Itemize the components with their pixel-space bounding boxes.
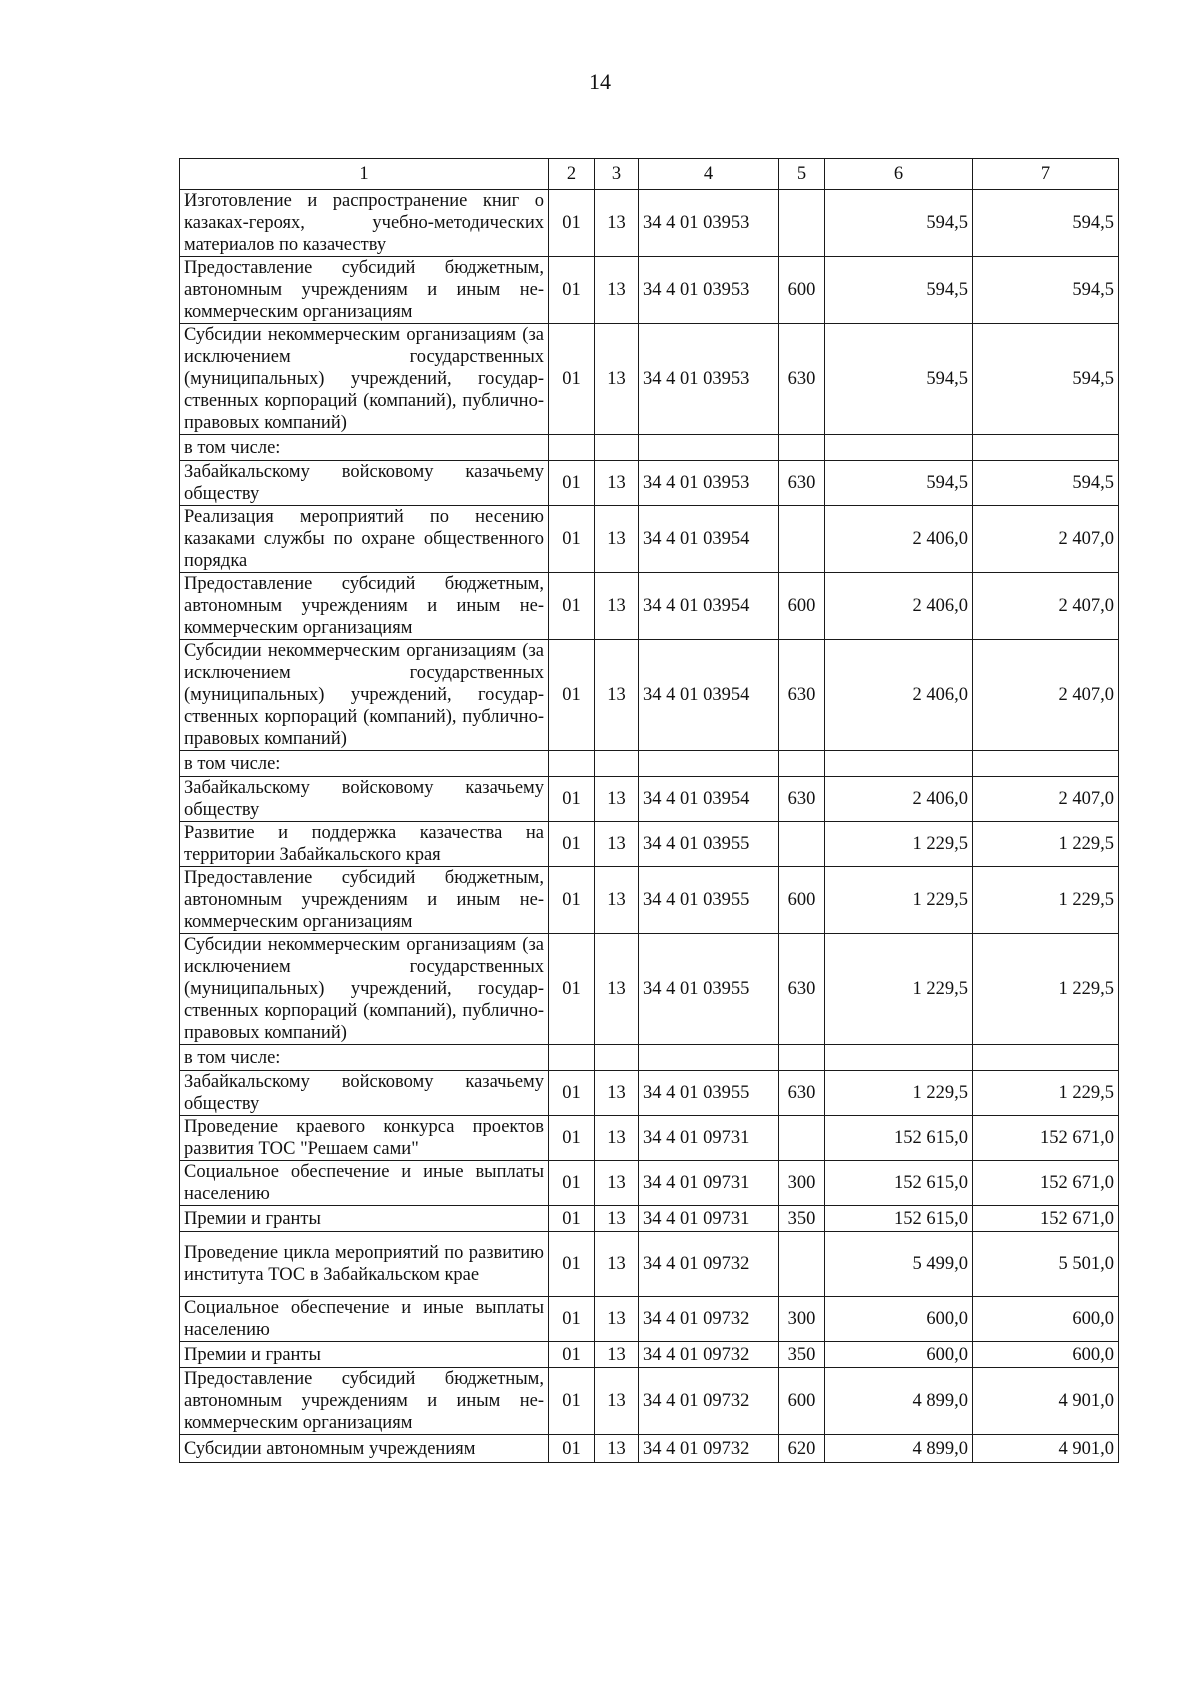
row-expense-type-cell bbox=[779, 822, 825, 867]
row-subsection-cell: 13 bbox=[595, 822, 639, 867]
row-target-article-cell: 34 4 01 03955 bbox=[639, 1071, 779, 1116]
row-amount-col7-cell: 2 407,0 bbox=[973, 777, 1119, 822]
row-target-article-cell: 34 4 01 09731 bbox=[639, 1161, 779, 1206]
row-section-cell: 01 bbox=[549, 573, 595, 640]
row-subsection-cell bbox=[595, 435, 639, 461]
row-target-article-cell: 34 4 01 03953 bbox=[639, 190, 779, 257]
table-row bbox=[180, 190, 1119, 257]
row-expense-type-cell bbox=[779, 751, 825, 777]
table-row bbox=[180, 640, 1119, 751]
row-amount-col7-cell: 600,0 bbox=[973, 1297, 1119, 1342]
row-amount-col7-cell: 600,0 bbox=[973, 1342, 1119, 1368]
row-target-article-cell: 34 4 01 03954 bbox=[639, 640, 779, 751]
row-amount-col7-cell bbox=[973, 751, 1119, 777]
row-target-article-cell: 34 4 01 03953 bbox=[639, 324, 779, 435]
row-amount-col6-cell: 2 406,0 bbox=[825, 573, 973, 640]
row-expense-type-cell bbox=[779, 1116, 825, 1161]
header-col-7: 7 bbox=[973, 159, 1119, 190]
row-subsection-cell: 13 bbox=[595, 1206, 639, 1232]
row-target-article-cell: 34 4 01 03953 bbox=[639, 461, 779, 506]
table-row bbox=[180, 1297, 1119, 1342]
row-amount-col7-cell: 1 229,5 bbox=[973, 822, 1119, 867]
row-expense-type-cell bbox=[779, 190, 825, 257]
table-row bbox=[180, 506, 1119, 573]
row-target-article-cell: 34 4 01 09732 bbox=[639, 1435, 779, 1463]
row-section-cell: 01 bbox=[549, 1232, 595, 1297]
row-expense-type-cell: 630 bbox=[779, 461, 825, 506]
row-amount-col7-cell: 152 671,0 bbox=[973, 1116, 1119, 1161]
row-subsection-cell: 13 bbox=[595, 1368, 639, 1435]
row-expense-type-cell: 630 bbox=[779, 640, 825, 751]
row-subsection-cell: 13 bbox=[595, 1297, 639, 1342]
table-row bbox=[180, 1071, 1119, 1116]
row-name-cell: Социальное обеспечение и иные выплаты населению bbox=[180, 1161, 549, 1206]
row-amount-col7-cell: 4 901,0 bbox=[973, 1368, 1119, 1435]
row-name-cell: Проведение краевого конкурса проектов развития ТОС "Решаем сами" bbox=[180, 1116, 549, 1161]
row-subsection-cell: 13 bbox=[595, 1116, 639, 1161]
table-row bbox=[180, 777, 1119, 822]
row-section-cell: 01 bbox=[549, 506, 595, 573]
row-amount-col6-cell: 594,5 bbox=[825, 461, 973, 506]
row-expense-type-cell bbox=[779, 435, 825, 461]
row-amount-col7-cell: 2 407,0 bbox=[973, 640, 1119, 751]
row-amount-col7-cell: 152 671,0 bbox=[973, 1161, 1119, 1206]
row-amount-col7-cell: 594,5 bbox=[973, 257, 1119, 324]
row-subsection-cell bbox=[595, 1045, 639, 1071]
row-subsection-cell bbox=[595, 751, 639, 777]
row-amount-col6-cell: 152 615,0 bbox=[825, 1116, 973, 1161]
row-amount-col6-cell: 2 406,0 bbox=[825, 640, 973, 751]
row-target-article-cell: 34 4 01 09732 bbox=[639, 1232, 779, 1297]
row-section-cell: 01 bbox=[549, 461, 595, 506]
row-subsection-cell: 13 bbox=[595, 934, 639, 1045]
row-name-cell: Забайкальскому войсковому казачьему обществу bbox=[180, 777, 549, 822]
row-amount-col7-cell bbox=[973, 435, 1119, 461]
row-amount-col6-cell: 1 229,5 bbox=[825, 867, 973, 934]
row-target-article-cell: 34 4 01 03954 bbox=[639, 777, 779, 822]
row-amount-col7-cell: 594,5 bbox=[973, 190, 1119, 257]
table-row bbox=[180, 461, 1119, 506]
table-row bbox=[180, 1116, 1119, 1161]
row-expense-type-cell bbox=[779, 506, 825, 573]
row-subsection-cell: 13 bbox=[595, 1161, 639, 1206]
row-subsection-cell: 13 bbox=[595, 867, 639, 934]
row-section-cell bbox=[549, 435, 595, 461]
row-amount-col6-cell bbox=[825, 1045, 973, 1071]
row-amount-col6-cell: 4 899,0 bbox=[825, 1368, 973, 1435]
table-row bbox=[180, 324, 1119, 435]
table-row bbox=[180, 1232, 1119, 1297]
row-section-cell: 01 bbox=[549, 640, 595, 751]
header-col-6: 6 bbox=[825, 159, 973, 190]
row-expense-type-cell: 300 bbox=[779, 1161, 825, 1206]
row-subsection-cell: 13 bbox=[595, 777, 639, 822]
row-expense-type-cell: 630 bbox=[779, 777, 825, 822]
table-row bbox=[180, 435, 1119, 461]
row-name-cell: Реализация мероприятий по несению казаками службы по охране общественного порядка bbox=[180, 506, 549, 573]
table-row bbox=[180, 1045, 1119, 1071]
row-subsection-cell: 13 bbox=[595, 257, 639, 324]
table-row bbox=[180, 822, 1119, 867]
row-amount-col6-cell: 2 406,0 bbox=[825, 777, 973, 822]
row-target-article-cell bbox=[639, 1045, 779, 1071]
row-section-cell: 01 bbox=[549, 1206, 595, 1232]
table-row bbox=[180, 1435, 1119, 1463]
row-subsection-cell: 13 bbox=[595, 1071, 639, 1116]
table-row bbox=[180, 934, 1119, 1045]
row-section-cell bbox=[549, 1045, 595, 1071]
row-name-cell: Социальное обеспечение и иные выплаты населению bbox=[180, 1297, 549, 1342]
header-col-5: 5 bbox=[779, 159, 825, 190]
row-expense-type-cell: 350 bbox=[779, 1206, 825, 1232]
table-row bbox=[180, 573, 1119, 640]
row-target-article-cell: 34 4 01 03955 bbox=[639, 934, 779, 1045]
row-amount-col7-cell: 594,5 bbox=[973, 324, 1119, 435]
row-section-cell: 01 bbox=[549, 1161, 595, 1206]
row-name-cell: Забайкальскому войсковому казачьему обществу bbox=[180, 461, 549, 506]
row-expense-type-cell: 300 bbox=[779, 1297, 825, 1342]
row-name-cell: Предоставление субсидий бюджетным, автономным учреждениям и иным некоммерческим организациям bbox=[180, 573, 549, 640]
row-target-article-cell bbox=[639, 751, 779, 777]
table-body bbox=[180, 190, 1119, 1463]
row-name-cell: Проведение цикла мероприятий по развитию института ТОС в Забайкальском крае bbox=[180, 1232, 549, 1297]
row-target-article-cell bbox=[639, 435, 779, 461]
row-subsection-cell: 13 bbox=[595, 1342, 639, 1368]
row-expense-type-cell: 350 bbox=[779, 1342, 825, 1368]
table-row bbox=[180, 1161, 1119, 1206]
row-name-cell: Субсидии некоммерческим организациям (за исключением государственных (муниципальных) учреждений, государственных корпораций (компаний), публично-правовых компаний) bbox=[180, 934, 549, 1045]
header-col-1: 1 bbox=[180, 159, 549, 190]
row-amount-col6-cell: 1 229,5 bbox=[825, 1071, 973, 1116]
row-target-article-cell: 34 4 01 09731 bbox=[639, 1206, 779, 1232]
header-col-3: 3 bbox=[595, 159, 639, 190]
row-section-cell: 01 bbox=[549, 1342, 595, 1368]
table-row bbox=[180, 1342, 1119, 1368]
row-subsection-cell: 13 bbox=[595, 1435, 639, 1463]
row-name-cell: Предоставление субсидий бюджетным, автономным учреждениям и иным некоммерческим организациям bbox=[180, 867, 549, 934]
row-name-cell: Премии и гранты bbox=[180, 1206, 549, 1232]
row-section-cell: 01 bbox=[549, 1071, 595, 1116]
row-amount-col6-cell: 600,0 bbox=[825, 1297, 973, 1342]
row-expense-type-cell bbox=[779, 1045, 825, 1071]
row-section-cell: 01 bbox=[549, 934, 595, 1045]
row-expense-type-cell: 600 bbox=[779, 867, 825, 934]
budget-table bbox=[179, 158, 1119, 1463]
table-row bbox=[180, 867, 1119, 934]
row-amount-col6-cell: 594,5 bbox=[825, 190, 973, 257]
row-name-cell: Премии и гранты bbox=[180, 1342, 549, 1368]
row-section-cell: 01 bbox=[549, 324, 595, 435]
header-col-2: 2 bbox=[549, 159, 595, 190]
row-amount-col7-cell: 1 229,5 bbox=[973, 867, 1119, 934]
row-name-cell: Предоставление субсидий бюджетным, автономным учреждениям и иным некоммерческим организациям bbox=[180, 1368, 549, 1435]
row-name-cell: в том числе: bbox=[180, 751, 549, 777]
row-subsection-cell: 13 bbox=[595, 190, 639, 257]
row-target-article-cell: 34 4 01 09732 bbox=[639, 1368, 779, 1435]
row-target-article-cell: 34 4 01 03954 bbox=[639, 506, 779, 573]
page-number: 14 bbox=[589, 69, 611, 94]
row-section-cell: 01 bbox=[549, 1368, 595, 1435]
row-expense-type-cell: 600 bbox=[779, 573, 825, 640]
row-amount-col6-cell: 594,5 bbox=[825, 324, 973, 435]
row-section-cell: 01 bbox=[549, 257, 595, 324]
row-section-cell: 01 bbox=[549, 1116, 595, 1161]
row-section-cell: 01 bbox=[549, 190, 595, 257]
row-amount-col7-cell: 1 229,5 bbox=[973, 934, 1119, 1045]
row-amount-col7-cell: 4 901,0 bbox=[973, 1435, 1119, 1463]
row-name-cell: Забайкальскому войсковому казачьему обществу bbox=[180, 1071, 549, 1116]
row-amount-col7-cell: 152 671,0 bbox=[973, 1206, 1119, 1232]
row-name-cell: в том числе: bbox=[180, 435, 549, 461]
table-row bbox=[180, 1206, 1119, 1232]
header-col-4: 4 bbox=[639, 159, 779, 190]
row-amount-col6-cell: 1 229,5 bbox=[825, 934, 973, 1045]
row-expense-type-cell: 620 bbox=[779, 1435, 825, 1463]
row-amount-col6-cell: 152 615,0 bbox=[825, 1206, 973, 1232]
row-target-article-cell: 34 4 01 09732 bbox=[639, 1342, 779, 1368]
table-header bbox=[180, 159, 1119, 190]
row-expense-type-cell bbox=[779, 1232, 825, 1297]
row-target-article-cell: 34 4 01 03953 bbox=[639, 257, 779, 324]
row-amount-col7-cell bbox=[973, 1045, 1119, 1071]
header-row bbox=[180, 159, 1119, 190]
row-target-article-cell: 34 4 01 03955 bbox=[639, 822, 779, 867]
row-section-cell: 01 bbox=[549, 1297, 595, 1342]
row-name-cell: Субсидии автономным учреждениям bbox=[180, 1435, 549, 1463]
table-row bbox=[180, 751, 1119, 777]
row-expense-type-cell: 630 bbox=[779, 1071, 825, 1116]
row-name-cell: Субсидии некоммерческим организациям (за исключением государственных (муниципальных) учреждений, государственных корпораций (компаний), публично-правовых компаний) bbox=[180, 324, 549, 435]
row-subsection-cell: 13 bbox=[595, 573, 639, 640]
row-name-cell: Субсидии некоммерческим организациям (за исключением государственных (муниципальных) учреждений, государственных корпораций (компаний), публично-правовых компаний) bbox=[180, 640, 549, 751]
row-target-article-cell: 34 4 01 03954 bbox=[639, 573, 779, 640]
row-section-cell bbox=[549, 751, 595, 777]
row-amount-col7-cell: 2 407,0 bbox=[973, 573, 1119, 640]
row-amount-col6-cell: 600,0 bbox=[825, 1342, 973, 1368]
row-expense-type-cell: 630 bbox=[779, 934, 825, 1045]
row-amount-col6-cell: 1 229,5 bbox=[825, 822, 973, 867]
row-expense-type-cell: 630 bbox=[779, 324, 825, 435]
row-amount-col6-cell: 4 899,0 bbox=[825, 1435, 973, 1463]
row-subsection-cell: 13 bbox=[595, 324, 639, 435]
row-section-cell: 01 bbox=[549, 1435, 595, 1463]
row-subsection-cell: 13 bbox=[595, 640, 639, 751]
row-target-article-cell: 34 4 01 03955 bbox=[639, 867, 779, 934]
table-row bbox=[180, 257, 1119, 324]
row-name-cell: Предоставление субсидий бюджетным, автономным учреждениям и иным некоммерческим организациям bbox=[180, 257, 549, 324]
row-subsection-cell: 13 bbox=[595, 461, 639, 506]
row-name-cell: в том числе: bbox=[180, 1045, 549, 1071]
row-target-article-cell: 34 4 01 09732 bbox=[639, 1297, 779, 1342]
row-amount-col6-cell: 594,5 bbox=[825, 257, 973, 324]
row-amount-col7-cell: 1 229,5 bbox=[973, 1071, 1119, 1116]
row-amount-col6-cell bbox=[825, 435, 973, 461]
row-name-cell: Развитие и поддержка казачества на территории Забайкальского края bbox=[180, 822, 549, 867]
row-amount-col6-cell: 5 499,0 bbox=[825, 1232, 973, 1297]
row-expense-type-cell: 600 bbox=[779, 257, 825, 324]
row-section-cell: 01 bbox=[549, 777, 595, 822]
row-subsection-cell: 13 bbox=[595, 506, 639, 573]
row-amount-col6-cell: 152 615,0 bbox=[825, 1161, 973, 1206]
row-amount-col7-cell: 5 501,0 bbox=[973, 1232, 1119, 1297]
row-expense-type-cell: 600 bbox=[779, 1368, 825, 1435]
row-amount-col6-cell bbox=[825, 751, 973, 777]
row-subsection-cell: 13 bbox=[595, 1232, 639, 1297]
row-target-article-cell: 34 4 01 09731 bbox=[639, 1116, 779, 1161]
table-row bbox=[180, 1368, 1119, 1435]
row-amount-col6-cell: 2 406,0 bbox=[825, 506, 973, 573]
row-name-cell: Изготовление и распространение книг о казаках-героях, учебно-методических материалов по казачеству bbox=[180, 190, 549, 257]
row-section-cell: 01 bbox=[549, 867, 595, 934]
row-section-cell: 01 bbox=[549, 822, 595, 867]
row-amount-col7-cell: 594,5 bbox=[973, 461, 1119, 506]
row-amount-col7-cell: 2 407,0 bbox=[973, 506, 1119, 573]
